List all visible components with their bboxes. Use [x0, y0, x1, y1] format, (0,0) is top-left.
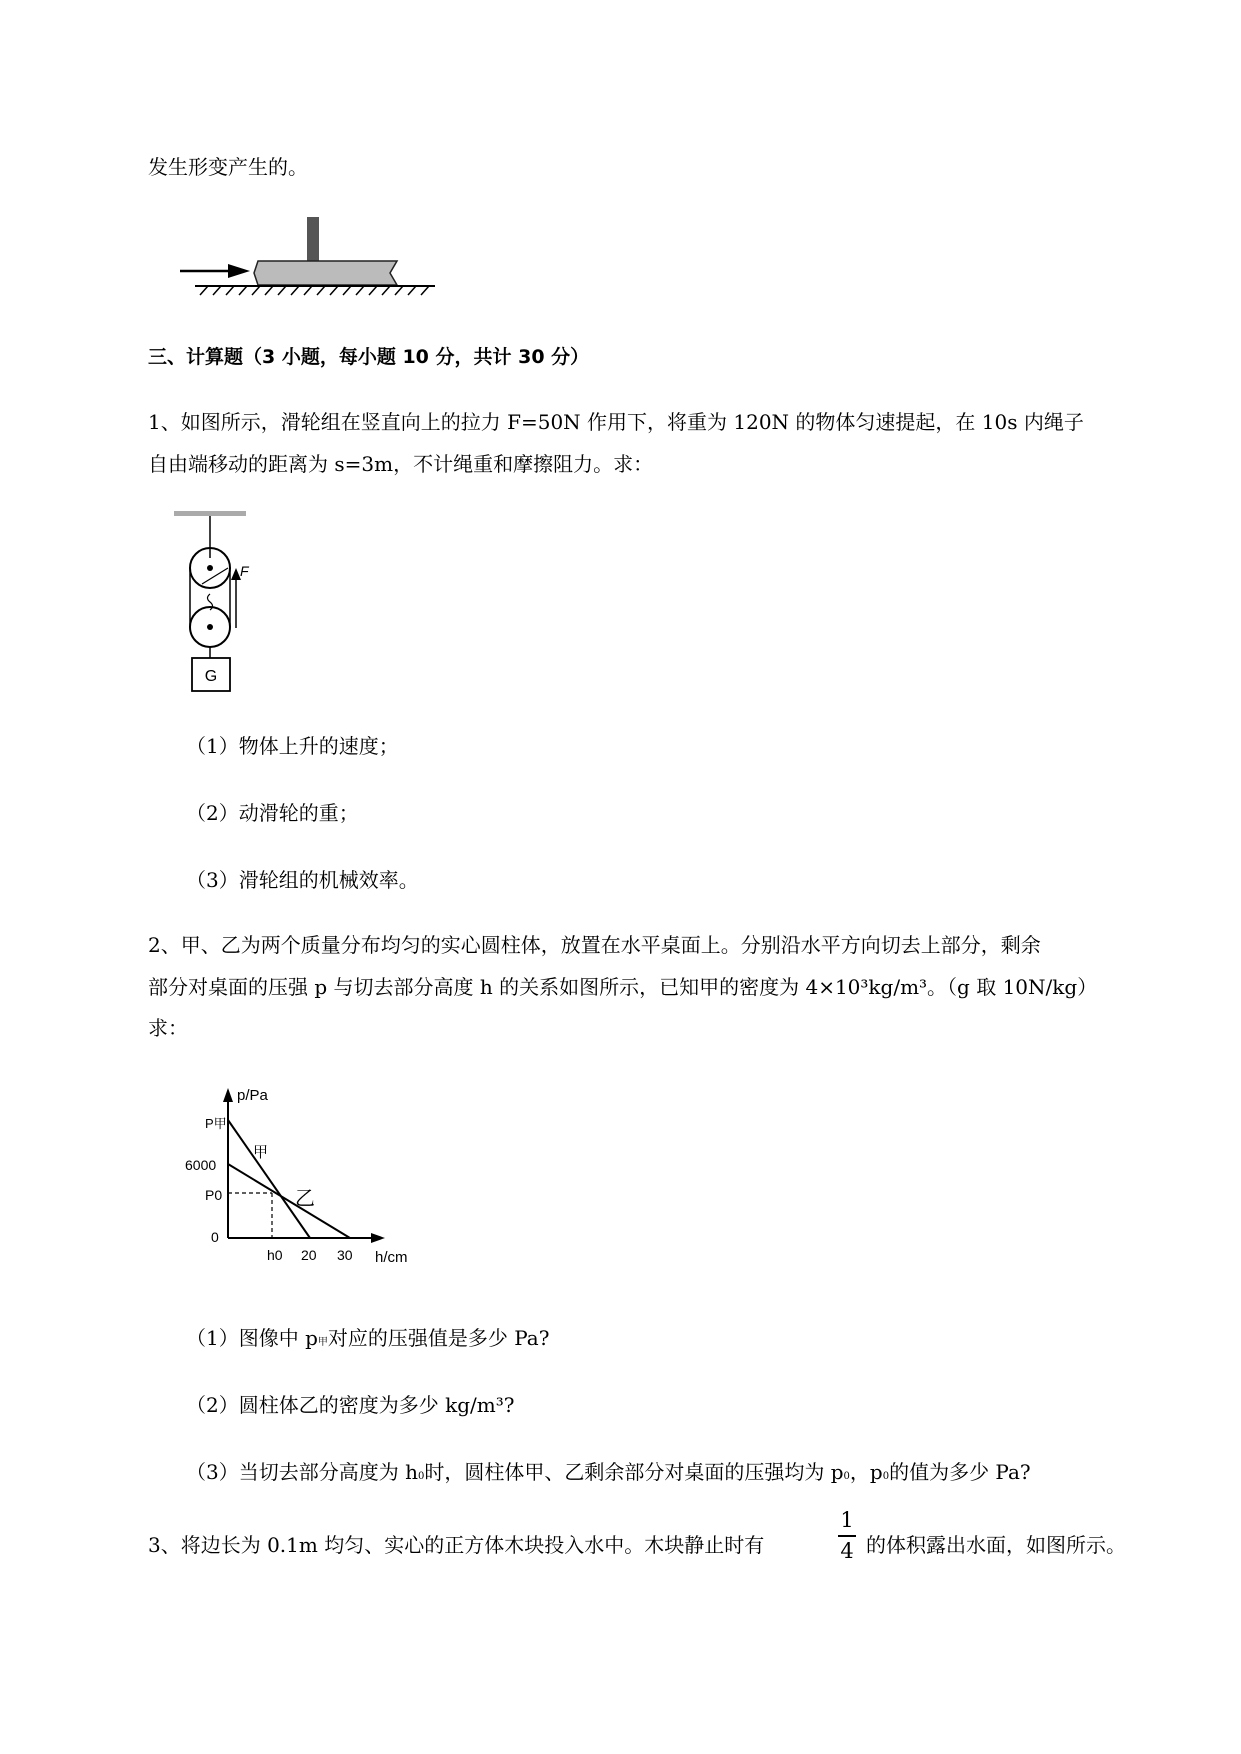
series-jia-label: 甲	[253, 1144, 269, 1161]
x-tick-30: 30	[337, 1247, 353, 1263]
series-yi-label: 乙	[295, 1188, 315, 1210]
force-label: F	[240, 563, 249, 579]
block	[254, 261, 397, 285]
hatch-mark	[278, 286, 286, 295]
hatch-mark	[382, 286, 390, 295]
hatch-mark	[356, 286, 364, 295]
question-2-sub-3: （3）当切去部分高度为 h0时，圆柱体甲、乙剩余部分对桌面的压强均为 p0，p0的值为多少 Pa?	[186, 1460, 1031, 1484]
ceiling	[174, 511, 246, 516]
x-axis-arrow	[371, 1233, 385, 1243]
question-1-sub-2: （2）动滑轮的重；	[186, 801, 359, 825]
hatch-mark	[369, 286, 377, 295]
question-3-line-1: 3、将边长为 0.1m 均匀、实心的正方体木块投入水中。木块静止时有	[148, 1533, 765, 1557]
question-2-sub-1: （1）图像中 p甲对应的压强值是多少 Pa?	[186, 1326, 550, 1350]
hatch-mark	[395, 286, 403, 295]
hatch-mark	[265, 286, 273, 295]
pressure-height-chart	[175, 1080, 445, 1280]
fraction-numerator: 1	[840, 1508, 854, 1532]
question-1-line-2: 自由端移动的距离为 s=3m，不计绳重和摩擦阻力。求：	[148, 452, 654, 476]
x-axis-label: h/cm	[375, 1249, 408, 1266]
vertical-rod	[307, 217, 319, 261]
hatch-mark	[200, 286, 208, 295]
fraction-denominator: 4	[840, 1539, 854, 1563]
x-tick-20: 20	[301, 1247, 317, 1263]
question-3-line-1-end: 的体积露出水面，如图所示。	[866, 1533, 1126, 1557]
y-tick-p0: P0	[205, 1187, 223, 1203]
movable-pulley-axle	[207, 624, 213, 630]
hatch-mark	[330, 286, 338, 295]
fixed-pulley-axle	[207, 565, 213, 571]
pulley-system-figure	[168, 508, 268, 696]
hatch-mark	[213, 286, 221, 295]
block-friction-figure	[170, 215, 440, 305]
hatch-mark	[252, 286, 260, 295]
section-heading: 三、计算题（3 小题，每小题 10 分，共计 30 分）	[148, 346, 590, 368]
hatch-mark	[343, 286, 351, 295]
question-2-line-2: 部分对桌面的压强 p 与切去部分高度 h 的关系如图所示，已知甲的密度为 4×10³kg/m³。（g 取 10N/kg）	[148, 975, 1098, 999]
question-2-sub-2: （2）圆柱体乙的密度为多少 kg/m³?	[186, 1393, 515, 1417]
y-tick-0: 0	[211, 1229, 219, 1245]
x-tick-h0: h0	[267, 1247, 283, 1263]
hatch-mark	[226, 286, 234, 295]
text-line: 发生形变产生的。	[148, 155, 308, 179]
hatch-mark	[421, 286, 429, 295]
push-arrow-head	[228, 264, 250, 278]
question-2-line-1: 2、甲、乙为两个质量分布均匀的实心圆柱体，放置在水平桌面上。分别沿水平方向切去上部分，剩余	[148, 933, 1041, 957]
y-tick-p-jia: P甲	[205, 1116, 227, 1131]
series-yi-line	[228, 1164, 350, 1238]
y-axis-arrow	[223, 1088, 233, 1102]
hatch-mark	[304, 286, 312, 295]
question-2-line-3: 求：	[148, 1016, 188, 1040]
weight-label: G	[204, 668, 218, 685]
y-tick-6000: 6000	[185, 1157, 217, 1173]
series-jia-line	[228, 1120, 310, 1238]
hatch-mark	[239, 286, 247, 295]
y-axis-label: p/Pa	[237, 1087, 268, 1104]
hatch-mark	[408, 286, 416, 295]
question-1-sub-3: （3）滑轮组的机械效率。	[186, 868, 419, 892]
hatch-mark	[291, 286, 299, 295]
question-1-line-1: 1、如图所示，滑轮组在竖直向上的拉力 F=50N 作用下，将重为 120N 的物体匀速提起，在 10s 内绳子	[148, 410, 1084, 434]
ground-hatch	[200, 286, 429, 295]
fraction-bar	[838, 1535, 856, 1537]
question-1-sub-1: （1）物体上升的速度；	[186, 734, 399, 758]
hatch-mark	[317, 286, 325, 295]
